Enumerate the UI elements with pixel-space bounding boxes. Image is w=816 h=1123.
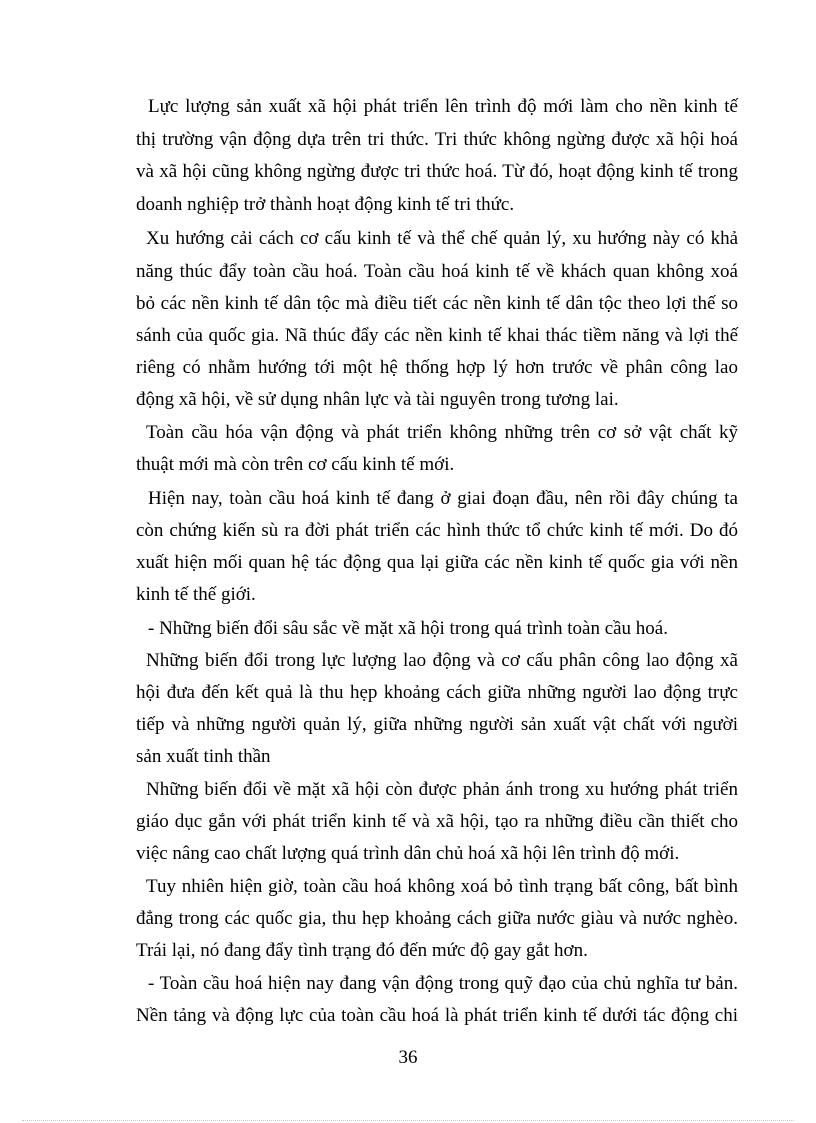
- text-line: hội đưa đến kết quả là thu hẹp khoảng cách giữa những người lao động trực: [136, 682, 738, 703]
- text-line: việc nâng cao chất lượng quá trình dân chủ hoá xã hội lên trình độ mới.: [136, 843, 680, 864]
- page-number: 36: [398, 1047, 418, 1068]
- text-line: Nền tảng và động lực của toàn cầu hoá là phát triển kinh tế dưới tác động chi: [136, 1005, 738, 1026]
- text-line: tiếp và những người quản lý, giữa những người sản xuất vật chất với người: [136, 714, 738, 735]
- text-line: doanh nghiệp trở thành hoạt động kinh tế tri thức.: [136, 194, 515, 215]
- text-line: thị trường vận động dựa trên tri thức. Tri thức không ngừng được xã hội hoá: [136, 129, 738, 150]
- text-line: Những biến đổi trong lực lượng lao động và cơ cấu phân công lao động xã: [146, 650, 738, 671]
- page-bottom-divider: [22, 1120, 794, 1121]
- text-line: Xu hướng cải cách cơ cấu kinh tế và thể chế quản lý, xu hướng này có khả: [146, 228, 738, 249]
- text-line: Trái lại, nó đang đẩy tình trạng đó đến mức độ gay gắt hơn.: [136, 940, 588, 961]
- text-line: sản xuất tinh thần: [136, 746, 271, 767]
- text-line: xuất hiện mối quan hệ tác động qua lại giữa các nền kinh tế quốc gia với nền: [136, 552, 738, 573]
- text-line: sánh của quốc gia. Nã thúc đẩy các nền kinh tế khai thác tiềm năng và lợi thế: [136, 325, 738, 346]
- text-line: kinh tế thế giới.: [136, 584, 256, 605]
- text-line: còn chứng kiến sù ra đời phát triển các hình thức tổ chức kinh tế mới. Do đó: [136, 520, 738, 541]
- text-line: động xã hội, về sử dụng nhân lực và tài nguyên trong tương lai.: [136, 389, 619, 410]
- text-line: và xã hội cũng không ngừng được tri thức hoá. Từ đó, hoạt động kinh tế trong: [136, 161, 738, 182]
- text-line: Những biến đổi về mặt xã hội còn được phản ánh trong xu hướng phát triển: [146, 779, 738, 800]
- text-line: - Toàn cầu hoá hiện nay đang vận động trong quỹ đạo của chủ nghĩa tư bản.: [148, 973, 738, 994]
- text-line: thuật mới mà còn trên cơ cấu kinh tế mới.: [136, 454, 455, 475]
- text-line: Lực lượng sản xuất xã hội phát triển lên trình độ mới làm cho nền kinh tế: [148, 96, 738, 117]
- text-line: giáo dục gắn với phát triển kinh tế và xã hội, tạo ra những điều cần thiết cho: [136, 811, 738, 832]
- text-line: Hiện nay, toàn cầu hoá kinh tế đang ở giai đoạn đầu, nên rồi đây chúng ta: [148, 488, 738, 509]
- text-line: Tuy nhiên hiện giờ, toàn cầu hoá không xoá bỏ tình trạng bất công, bất bình: [146, 876, 738, 897]
- text-line: riêng có nhằm hướng tới một hệ thống hợp lý hơn trước về phân công lao: [136, 357, 738, 378]
- text-line: năng thúc đẩy toàn cầu hoá. Toàn cầu hoá kinh tế về khách quan không xoá: [136, 261, 738, 282]
- text-line: - Những biến đổi sâu sắc về mặt xã hội trong quá trình toàn cầu hoá.: [148, 618, 668, 639]
- text-line: Toàn cầu hóa vận động và phát triển không những trên cơ sở vật chất kỹ: [146, 422, 738, 443]
- text-line: bỏ các nền kinh tế dân tộc mà điều tiết các nền kinh tế dân tộc theo lợi thế so: [136, 293, 738, 314]
- text-line: đẳng trong các quốc gia, thu hẹp khoảng cách giữa nước giàu và nước nghèo.: [136, 908, 738, 929]
